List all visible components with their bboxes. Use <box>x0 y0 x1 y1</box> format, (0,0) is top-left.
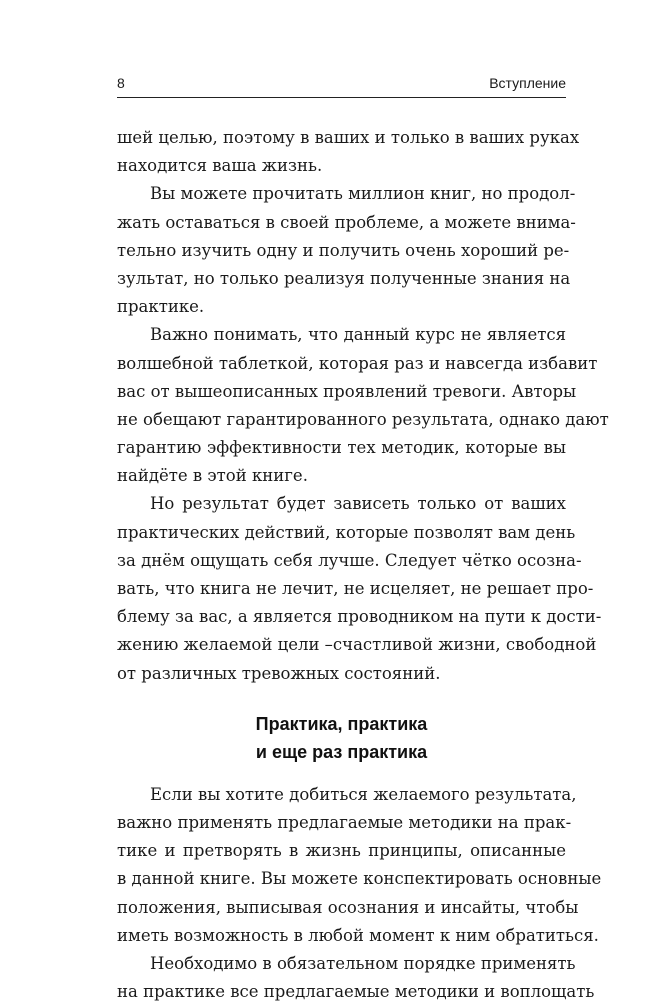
text-line: вас от вышеописанных проявлений тревоги. Авторы <box>117 381 577 401</box>
page-header <box>117 75 566 98</box>
text-line: практических действий, которые позволят вам день <box>117 522 576 542</box>
page-content <box>117 124 609 1006</box>
text-line: за днём ощущать себя лучше. Следует чётко осозна- <box>117 550 582 570</box>
paragraph <box>117 490 602 687</box>
text-line: шей целью, поэтому в ваших и только в ваших руках <box>117 128 580 147</box>
text-line: жать оставаться в своей проблеме, а можете внима- <box>117 212 576 232</box>
text-line: Если вы хотите добиться желаемого результата, <box>150 784 577 804</box>
text-line: Важно понимать, что данный курс не является <box>150 325 566 345</box>
paragraph <box>117 180 576 321</box>
text-line: жению желаемой цели –счастливой жизни, свободной <box>117 635 597 655</box>
section-heading-line: и еще раз практика <box>255 741 428 762</box>
paragraph <box>117 321 609 490</box>
text-line: не обещают гарантированного результата, однако дают <box>117 409 609 429</box>
text-line: на практике все предлагаемые методики и воплощать <box>117 982 595 1002</box>
paragraph <box>117 781 602 950</box>
text-line: тельно изучить одну и получить очень хороший ре- <box>117 240 570 260</box>
text-line: Вы можете прочитать миллион книг, но продол- <box>150 184 576 204</box>
running-title: Вступление <box>489 75 566 91</box>
text-line: гарантию эффективности тех методик, которые вы <box>117 438 566 458</box>
text-line: иметь возможность в любой момент к ним обратиться. <box>117 925 599 945</box>
paragraph-continued <box>117 124 580 180</box>
text-line: Но результат будет зависеть только от ваших <box>150 494 566 514</box>
text-line: в данной книге. Вы можете конспектировать основные <box>117 869 602 889</box>
text-line: тике и претворять в жизнь принципы, описанные <box>117 841 566 861</box>
text-line: блему за вас, а является проводником на пути к дости- <box>117 607 602 627</box>
text-line: найдёте в этой книге. <box>117 466 308 486</box>
page-number: 8 <box>117 75 125 91</box>
text-line: волшебной таблеткой, которая раз и навсегда избавит <box>117 353 598 373</box>
text-line: находится ваша жизнь. <box>117 156 323 176</box>
text-line: положения, выписывая осознания и инсайты, чтобы <box>117 897 579 917</box>
text-line: практике. <box>117 297 205 317</box>
text-line: Необходимо в обязательном порядке применять <box>150 953 576 973</box>
text-line: важно применять предлагаемые методики на прак- <box>117 812 572 832</box>
text-line: вать, что книга не лечит, не исцеляет, не решает про- <box>117 579 594 598</box>
section-heading <box>117 710 566 766</box>
paragraph <box>117 950 595 1006</box>
section-heading-line: Практика, практика <box>255 713 428 734</box>
text-line: от различных тревожных состояний. <box>117 663 441 683</box>
text-line: зультат, но только реализуя полученные знания на <box>117 268 571 288</box>
